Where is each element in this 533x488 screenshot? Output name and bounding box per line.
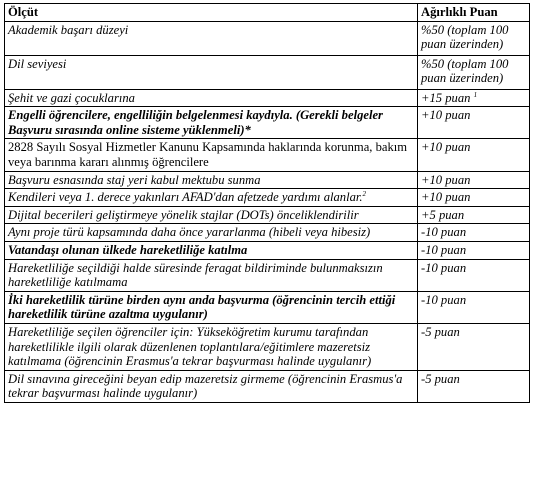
points-cell: +10 puan <box>418 107 530 139</box>
criterion-cell: Hareketliliğe seçilen öğrenciler için: Yükseköğretim kurumu tarafından hareketlilikle ilgili olarak düzenlenen toplantılara/eğitimlere mazeretsiz katılmama (öğrencinin Erasmus'a tekrar başvurması halinde uygulanır) <box>5 323 418 370</box>
criterion-cell: Akademik başarı düzeyi <box>5 21 418 55</box>
points-cell: +5 puan <box>418 206 530 224</box>
table-row <box>5 107 530 139</box>
points-cell: %50 (toplam 100 puan üzerinden) <box>418 55 530 89</box>
points-cell: -5 puan <box>418 323 530 370</box>
footnote-marker: 2 <box>362 190 367 199</box>
points-cell <box>418 89 530 107</box>
points-cell: -5 puan <box>418 370 530 402</box>
criterion-cell: Dil sınavına gireceğini beyan edip mazeretsiz girmeme (öğrencinin Erasmus'a tekrar başvurması halinde uygulanır) <box>5 370 418 402</box>
footnote-marker: 1 <box>473 90 478 99</box>
criterion-cell: Dil seviyesi <box>5 55 418 89</box>
header-points: Ağırlıklı Puan <box>418 4 530 22</box>
points-cell: -10 puan <box>418 259 530 291</box>
criteria-table-wrapper <box>4 3 530 403</box>
criterion-cell: Engelli öğrencilere, engelliliğin belgelenmesi kaydıyla. (Gerekli belgeler Başvuru sırasında online sisteme yüklenmeli)* <box>5 107 418 139</box>
table-row <box>5 189 530 207</box>
criterion-cell: Dijital becerileri geliştirmeye yönelik stajlar (DOTs) önceliklendirilir <box>5 206 418 224</box>
criterion-text: Kendileri veya 1. derece yakınları AFAD'dan afetzede yardımı alanlar. <box>8 190 363 205</box>
table-row <box>5 55 530 89</box>
criteria-table <box>4 3 530 403</box>
table-row <box>5 224 530 242</box>
criterion-cell: Şehit ve gazi çocuklarına <box>5 89 418 107</box>
points-cell: -10 puan <box>418 291 530 323</box>
table-row <box>5 323 530 370</box>
header-criterion: Ölçüt <box>5 4 418 22</box>
table-row <box>5 241 530 259</box>
criterion-cell: Hareketliliğe seçildiği halde süresinde feragat bildiriminde bulunmaksızın hareketliliğe katılmama <box>5 259 418 291</box>
criterion-cell: 2828 Sayılı Sosyal Hizmetler Kanunu Kapsamında haklarında korunma, bakım veya barınma kararı alınmış öğrencilere <box>5 139 418 171</box>
table-row <box>5 139 530 171</box>
criterion-cell: Başvuru esnasında staj yeri kabul mektubu sunma <box>5 171 418 189</box>
criterion-cell: Aynı proje türü kapsamında daha önce yararlanma (hibeli veya hibesiz) <box>5 224 418 242</box>
table-row <box>5 370 530 402</box>
points-cell: +10 puan <box>418 171 530 189</box>
table-header-row <box>5 4 530 22</box>
table-row <box>5 206 530 224</box>
table-row <box>5 291 530 323</box>
points-cell: +10 puan <box>418 139 530 171</box>
criterion-cell: İki hareketlilik türüne birden aynı anda başvurma (öğrencinin tercih ettiği hareketlilik türüne azaltma uygulanır) <box>5 291 418 323</box>
table-row <box>5 259 530 291</box>
points-cell: -10 puan <box>418 241 530 259</box>
points-cell: +10 puan <box>418 189 530 207</box>
table-row <box>5 89 530 107</box>
table-row <box>5 171 530 189</box>
criterion-cell <box>5 189 418 207</box>
points-text: +15 puan <box>421 90 474 105</box>
table-row <box>5 21 530 55</box>
points-cell: %50 (toplam 100 puan üzerinden) <box>418 21 530 55</box>
criterion-cell: Vatandaşı olunan ülkede hareketliliğe katılma <box>5 241 418 259</box>
points-cell: -10 puan <box>418 224 530 242</box>
